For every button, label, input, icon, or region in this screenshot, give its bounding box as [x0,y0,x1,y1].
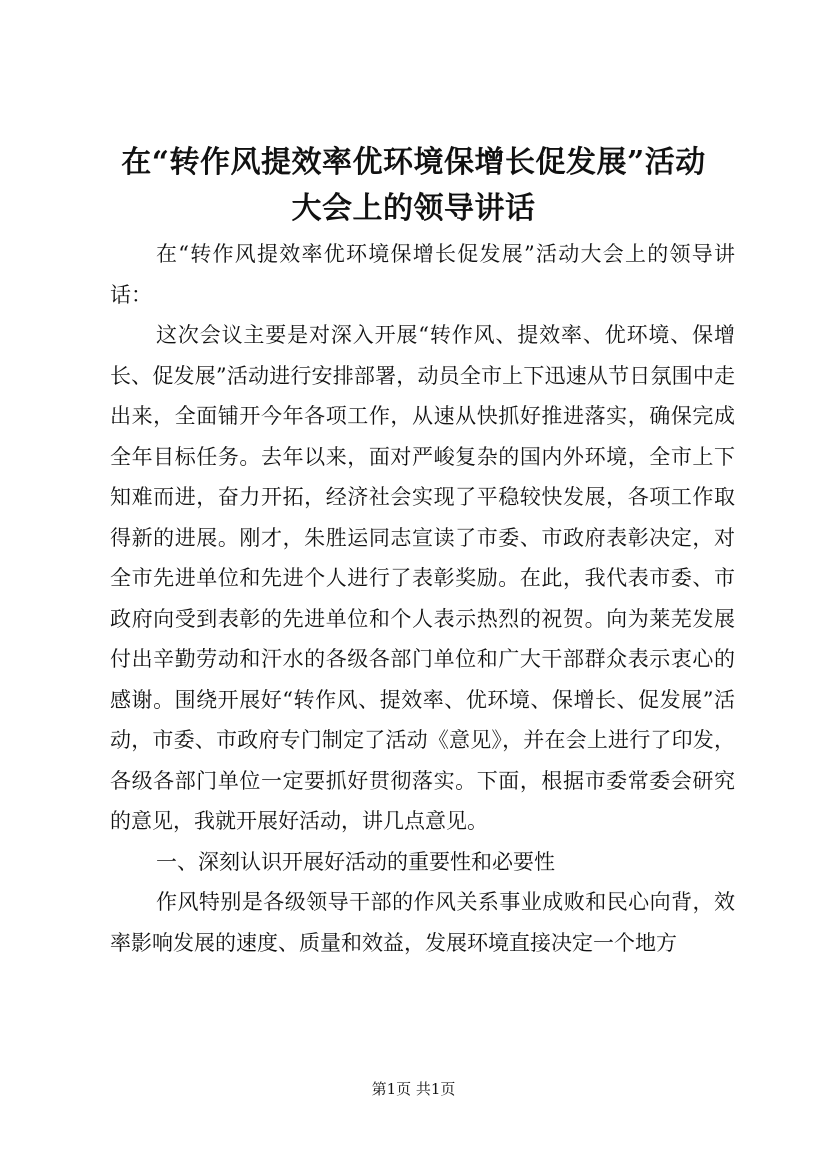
section-heading-1: 一、深刻认识开展好活动的重要性和必要性 [156,849,555,874]
title-line-1: 在“转作风提效率优环境保增长促发展”活动 [121,145,706,180]
page-footer: 第1页 共1页 [371,1080,456,1098]
paragraph-section-1: 作风特别是各级领导干部的作风关系事业成败和民心向背，效率影响发展的速度、质量和效益，发展环境直接决定一个地方 [110,890,735,955]
document-body [110,234,735,963]
paragraph-intro: 在“转作风提效率优环境保增长促发展”活动大会上的领导讲话： [110,242,735,307]
title-line-2: 大会上的领导讲话 [291,191,536,226]
document-title [100,140,727,232]
paragraph-main: 这次会议主要是对深入开展“转作风、提效率、优环境、保增长、促发展”活动进行安排部署，动员全市上下迅速从节日氛围中走出来，全面铺开今年各项工作，从速从快抓好推进落实，确保完成全年目标任务。去年以来，面对严峻复杂的国内外环境，全市上下知难而进，奋力开拓，经济社会实现了平稳较快发展，各项工作取得新的进展。刚才，朱胜运同志宣读了市委、市政府表彰决定，对全市先进单位和先进个人进行了表彰奖励。在此，我代表市委、市政府向受到表彰的先进单位和个人表示热烈的祝贺。向为莱芜发展付出辛勤劳动和汗水的各级各部门单位和广大干部群众表示衷心的感谢。围绕开展好“转作风、提效率、优环境、保增长、促发展”活动，市委、市政府专门制定了活动《意见》，并在会上进行了印发，各级各部门单位一定要抓好贯彻落实。下面，根据市委常委会研究的意见，我就开展好活动，讲几点意见。 [110,323,735,833]
